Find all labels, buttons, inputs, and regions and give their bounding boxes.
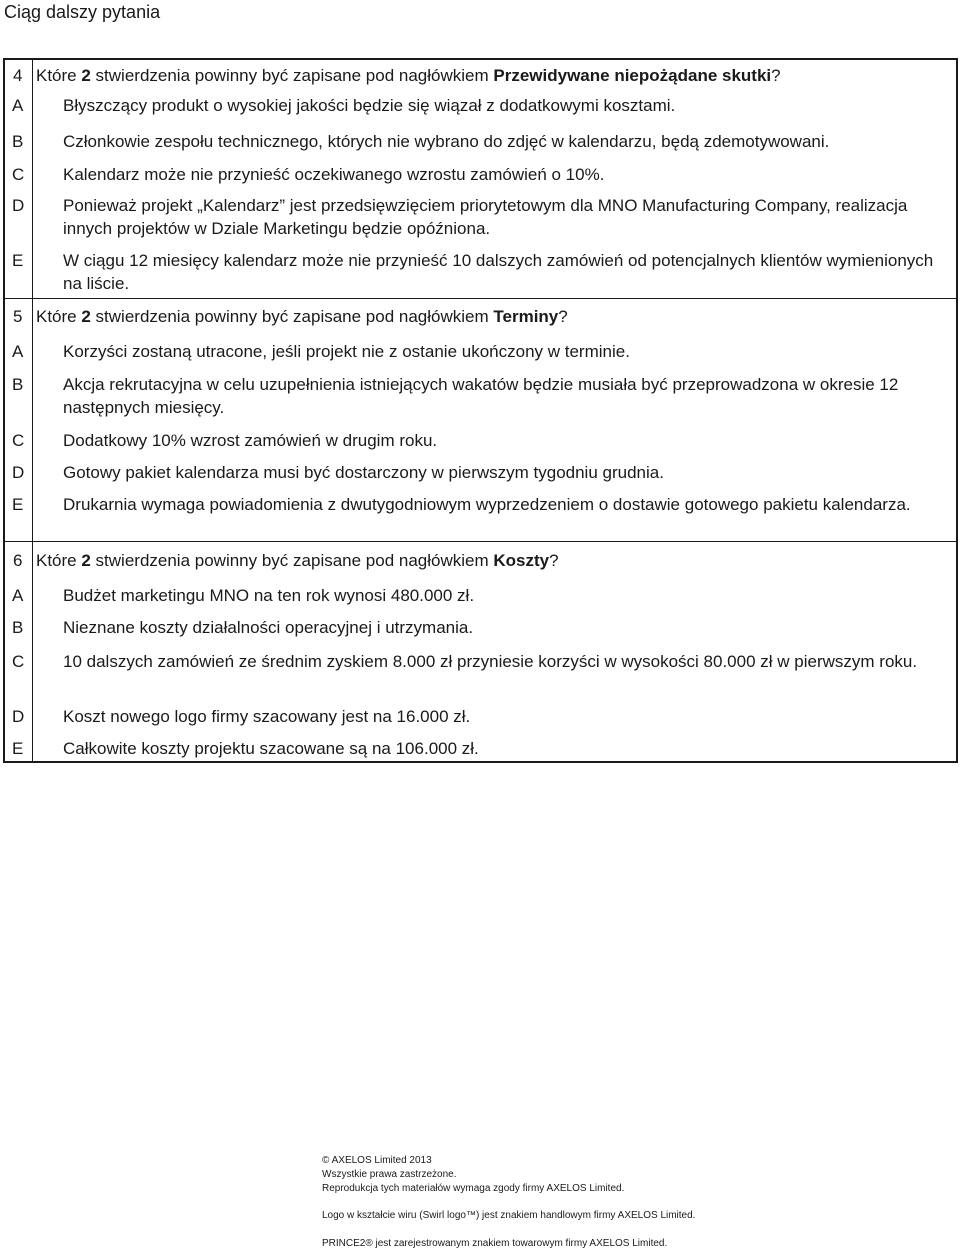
option-text: Akcja rekrutacyjna w celu uzupełnienia istniejących wakatów będzie musiała być przeprowadzona w okresie 12 następnych miesięcy. [63, 375, 899, 417]
option-letter: C [12, 652, 25, 671]
footer-copyright-text: AXELOS Limited 2013 [331, 1155, 432, 1166]
option-letter: A [12, 96, 24, 115]
option-letter: C [12, 431, 25, 450]
option-text: Dodatkowy 10% wzrost zamówień w drugim roku. [63, 431, 438, 450]
footer-reproduction: Reprodukcja tych materiałów wymaga zgody firmy AXELOS Limited. [322, 1183, 625, 1194]
footer-prince2: PRINCE2® jest zarejestrowanym znakiem towarowym firmy AXELOS Limited. [322, 1238, 668, 1249]
questions-table [3, 58, 958, 763]
option-text: Ponieważ projekt „Kalendarz” jest przedsięwzięciem priorytetowym dla MNO Manufacturing Company, realizacja innych projektów w Dziale Marketingu będzie opóźniona. [63, 196, 908, 238]
option-letter: A [12, 342, 24, 361]
question-text-part: Które [36, 66, 82, 85]
option-letter: B [12, 618, 24, 637]
footer-logo-trademark: Logo w kształcie wiru (Swirl logo™) jest znakiem handlowym firmy AXELOS Limited. [322, 1210, 696, 1221]
option-text: Nieznane koszty działalności operacyjnej i utrzymania. [63, 618, 474, 637]
question-text-part: ? [771, 66, 781, 85]
question-text-part: stwierdzenia powinny być zapisane pod nagłówkiem [90, 307, 494, 326]
row-divider [5, 298, 956, 299]
question-heading: Przewidywane niepożądane skutki [493, 66, 772, 85]
question-text-part: Które [36, 307, 82, 326]
option-letter: E [12, 251, 24, 270]
option-text: Drukarnia wymaga powiadomienia z dwutygodniowym wyprzedzeniem o dostawie gotowego pakietu kalendarza. [63, 495, 911, 514]
question-heading: Terminy [493, 307, 559, 326]
option-text: Błyszczący produkt o wysokiej jakości będzie się wiązał z dodatkowymi kosztami. [63, 96, 676, 115]
question-number: 4 [13, 66, 23, 85]
question-text-part: ? [549, 551, 559, 570]
question-count: 2 [81, 551, 91, 570]
question-text-part: Które [36, 551, 82, 570]
option-letter: D [12, 463, 25, 482]
option-letter: B [12, 132, 24, 151]
option-letter: E [12, 739, 24, 758]
option-text: Całkowite koszty projektu szacowane są na 106.000 zł. [63, 739, 479, 758]
option-letter: C [12, 165, 25, 184]
question-count: 2 [81, 66, 91, 85]
question-count: 2 [81, 307, 91, 326]
footer-rights: Wszystkie prawa zastrzeżone. [322, 1169, 457, 1180]
question-text-part: stwierdzenia powinny być zapisane pod nagłówkiem [90, 551, 494, 570]
option-text: Korzyści zostaną utracone, jeśli projekt nie z ostanie ukończony w terminie. [63, 342, 630, 361]
question-heading: Koszty [493, 551, 550, 570]
question-number: 6 [13, 551, 23, 570]
question-text [36, 305, 568, 328]
option-text: Kalendarz może nie przynieść oczekiwanego wzrostu zamówień o 10%. [63, 165, 605, 184]
option-text: 10 dalszych zamówień ze średnim zyskiem 8.000 zł przyniesie korzyści w wysokości 80.000 zł w pierwszym roku. [63, 652, 918, 671]
option-letter: A [12, 586, 24, 605]
page-title: Ciąg dalszy pytania [4, 2, 161, 22]
question-text-part: ? [558, 307, 568, 326]
question-text [36, 549, 559, 572]
row-divider [5, 541, 956, 542]
option-text: Koszt nowego logo firmy szacowany jest na 16.000 zł. [63, 707, 471, 726]
question-number: 5 [13, 307, 23, 326]
option-letter: E [12, 495, 24, 514]
option-letter: D [12, 707, 25, 726]
column-divider [32, 60, 33, 761]
copyright-icon: © [322, 1155, 330, 1166]
option-letter: B [12, 375, 24, 394]
option-text: Gotowy pakiet kalendarza musi być dostarczony w pierwszym tygodniu grudnia. [63, 463, 664, 482]
question-text [36, 64, 781, 87]
option-letter: D [12, 196, 25, 215]
question-text-part: stwierdzenia powinny być zapisane pod nagłówkiem [90, 66, 494, 85]
option-text: Członkowie zespołu technicznego, których nie wybrano do zdjęć w kalendarzu, będą zdemotywowani. [63, 132, 830, 151]
option-text: W ciągu 12 miesięcy kalendarz może nie przynieść 10 dalszych zamówień od potencjalnych klientów wymienionych na liście. [63, 251, 934, 293]
option-text: Budżet marketingu MNO na ten rok wynosi 480.000 zł. [63, 586, 475, 605]
footer-copyright [322, 1154, 432, 1167]
